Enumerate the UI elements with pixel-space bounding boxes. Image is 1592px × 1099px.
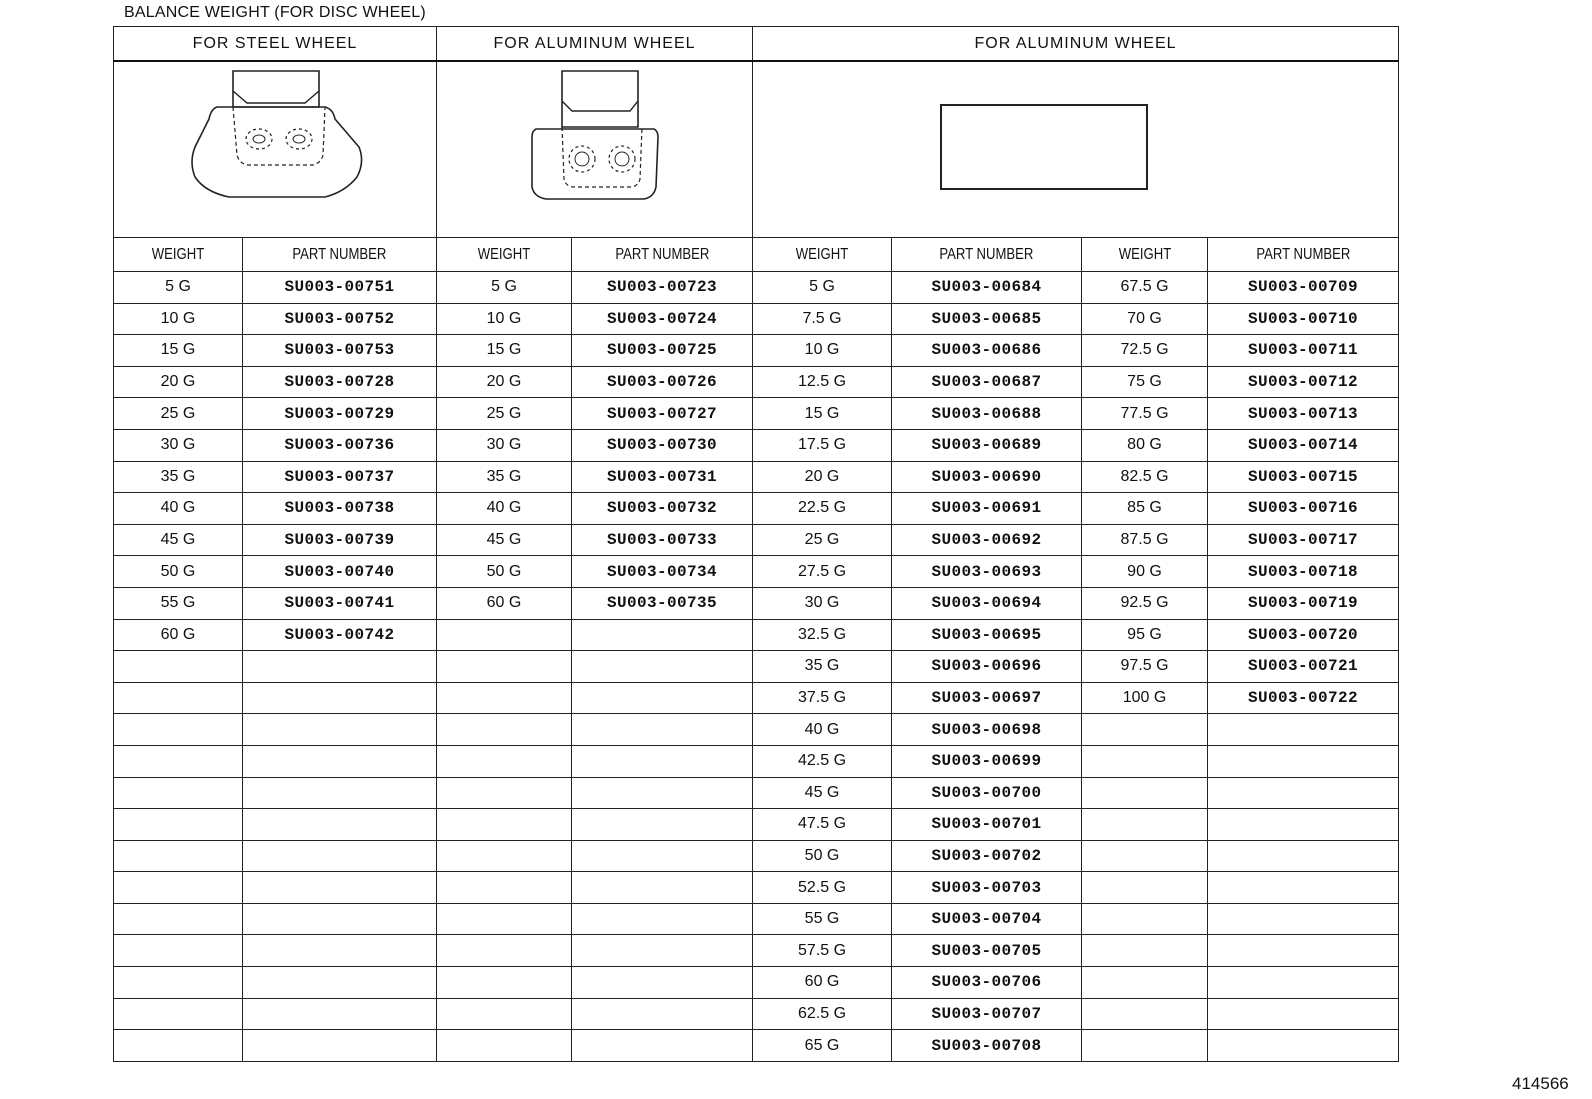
steel-weight-cell (114, 935, 243, 967)
adhesive-weight-cell: 15 G (753, 398, 892, 430)
aluminum-clip-part-number-cell: SU003-00730 (572, 429, 753, 461)
aluminum-clip-weight-cell (437, 714, 572, 746)
aluminum-clip-part-number-cell: SU003-00724 (572, 303, 753, 335)
adhesive-weight-illustration (753, 61, 1399, 238)
adhesive-weight-cell: 40 G (753, 714, 892, 746)
aluminum-clip-part-number-cell (572, 998, 753, 1030)
adhesive-part-number-cell: SU003-00693 (892, 556, 1082, 588)
aluminum-clip-weight-illustration (437, 61, 753, 238)
adhesive-weight-cell: 52.5 G (753, 872, 892, 904)
aluminum-clip-part-number-cell (572, 682, 753, 714)
col-header-weight: WEIGHT (114, 238, 243, 272)
steel-weight-cell (114, 998, 243, 1030)
adhesive-weight-cell (1082, 935, 1208, 967)
steel-part-number-cell (243, 682, 437, 714)
aluminum-clip-part-number-cell (572, 714, 753, 746)
steel-part-number-cell (243, 840, 437, 872)
steel-weight-cell (114, 840, 243, 872)
aluminum-clip-weight-cell (437, 745, 572, 777)
aluminum-clip-part-number-cell: SU003-00727 (572, 398, 753, 430)
adhesive-weight-cell: 50 G (753, 840, 892, 872)
column-header-row (114, 238, 1399, 272)
table-row (114, 998, 1399, 1030)
adhesive-weight-cell: 92.5 G (1082, 587, 1208, 619)
aluminum-clip-part-number-cell (572, 745, 753, 777)
steel-weight-illustration (114, 61, 437, 238)
aluminum-clip-weight-cell (437, 651, 572, 683)
adhesive-part-number-cell: SU003-00699 (892, 745, 1082, 777)
adhesive-weight-cell: 12.5 G (753, 366, 892, 398)
aluminum-clip-part-number-cell: SU003-00732 (572, 493, 753, 525)
adhesive-weight-cell (1082, 809, 1208, 841)
adhesive-part-number-cell: SU003-00701 (892, 809, 1082, 841)
table-row (114, 524, 1399, 556)
aluminum-clip-part-number-cell (572, 619, 753, 651)
steel-weight-cell: 5 G (114, 272, 243, 304)
adhesive-part-number-cell: SU003-00715 (1208, 461, 1399, 493)
adhesive-part-number-cell: SU003-00695 (892, 619, 1082, 651)
adhesive-part-number-cell: SU003-00710 (1208, 303, 1399, 335)
adhesive-part-number-cell: SU003-00703 (892, 872, 1082, 904)
steel-weight-cell: 30 G (114, 429, 243, 461)
adhesive-weight-cell: 85 G (1082, 493, 1208, 525)
adhesive-part-number-cell: SU003-00708 (892, 1030, 1082, 1062)
adhesive-part-number-cell: SU003-00690 (892, 461, 1082, 493)
adhesive-weight-cell: 70 G (1082, 303, 1208, 335)
aluminum-clip-weight-cell: 30 G (437, 429, 572, 461)
aluminum-clip-part-number-cell (572, 935, 753, 967)
aluminum-clip-weight-cell (437, 840, 572, 872)
adhesive-part-number-cell: SU003-00696 (892, 651, 1082, 683)
adhesive-weight-cell: 65 G (753, 1030, 892, 1062)
aluminum-clip-part-number-cell (572, 967, 753, 999)
aluminum-clip-part-number-cell: SU003-00731 (572, 461, 753, 493)
steel-part-number-cell: SU003-00738 (243, 493, 437, 525)
steel-part-number-cell: SU003-00739 (243, 524, 437, 556)
col-header-part-number: PART NUMBER (1208, 238, 1399, 272)
aluminum-clip-weight-cell: 35 G (437, 461, 572, 493)
clip-on-weight-aluminum-icon (520, 67, 670, 227)
adhesive-weight-cell (1082, 998, 1208, 1030)
reference-number: 414566 (1512, 1074, 1569, 1093)
steel-part-number-cell: SU003-00736 (243, 429, 437, 461)
document-title: BALANCE WEIGHT (FOR DISC WHEEL) (124, 4, 426, 21)
adhesive-weight-cell: 45 G (753, 777, 892, 809)
steel-part-number-cell: SU003-00740 (243, 556, 437, 588)
steel-weight-cell (114, 714, 243, 746)
adhesive-weight-cell: 67.5 G (1082, 272, 1208, 304)
adhesive-weight-cell: 10 G (753, 335, 892, 367)
adhesive-part-number-cell (1208, 714, 1399, 746)
aluminum-clip-weight-cell (437, 998, 572, 1030)
steel-part-number-cell: SU003-00753 (243, 335, 437, 367)
adhesive-part-number-cell: SU003-00702 (892, 840, 1082, 872)
aluminum-clip-weight-cell: 50 G (437, 556, 572, 588)
adhesive-part-number-cell (1208, 935, 1399, 967)
steel-part-number-cell: SU003-00728 (243, 366, 437, 398)
table-body (114, 272, 1399, 1062)
adhesive-part-number-cell: SU003-00686 (892, 335, 1082, 367)
adhesive-part-number-cell: SU003-00684 (892, 272, 1082, 304)
steel-part-number-cell: SU003-00741 (243, 587, 437, 619)
group-header-row (114, 27, 1399, 62)
adhesive-weight-cell: 42.5 G (753, 745, 892, 777)
aluminum-clip-weight-cell: 10 G (437, 303, 572, 335)
adhesive-part-number-cell: SU003-00698 (892, 714, 1082, 746)
aluminum-clip-part-number-cell (572, 777, 753, 809)
adhesive-part-number-cell: SU003-00719 (1208, 587, 1399, 619)
steel-part-number-cell (243, 714, 437, 746)
adhesive-weight-cell: 57.5 G (753, 935, 892, 967)
adhesive-weight-cell: 17.5 G (753, 429, 892, 461)
adhesive-part-number-cell: SU003-00685 (892, 303, 1082, 335)
adhesive-part-number-cell: SU003-00720 (1208, 619, 1399, 651)
steel-weight-cell: 50 G (114, 556, 243, 588)
adhesive-part-number-cell (1208, 1030, 1399, 1062)
table-row (114, 651, 1399, 683)
aluminum-clip-part-number-cell: SU003-00733 (572, 524, 753, 556)
aluminum-clip-weight-cell: 60 G (437, 587, 572, 619)
adhesive-part-number-cell (1208, 745, 1399, 777)
table-row (114, 872, 1399, 904)
steel-weight-cell (114, 651, 243, 683)
steel-part-number-cell (243, 935, 437, 967)
aluminum-clip-weight-cell (437, 967, 572, 999)
table-row (114, 840, 1399, 872)
adhesive-weight-cell: 25 G (753, 524, 892, 556)
steel-part-number-cell: SU003-00729 (243, 398, 437, 430)
aluminum-clip-weight-cell (437, 872, 572, 904)
steel-part-number-cell (243, 651, 437, 683)
adhesive-weight-cell: 27.5 G (753, 556, 892, 588)
table-row (114, 272, 1399, 304)
adhesive-part-number-cell: SU003-00713 (1208, 398, 1399, 430)
aluminum-clip-part-number-cell (572, 903, 753, 935)
table-row (114, 587, 1399, 619)
adhesive-part-number-cell: SU003-00689 (892, 429, 1082, 461)
adhesive-weight-cell: 87.5 G (1082, 524, 1208, 556)
adhesive-weight-cell (1082, 777, 1208, 809)
adhesive-weight-cell: 7.5 G (753, 303, 892, 335)
adhesive-weight-cell: 100 G (1082, 682, 1208, 714)
aluminum-clip-weight-cell (437, 777, 572, 809)
aluminum-clip-weight-cell (437, 619, 572, 651)
adhesive-weight-cell (1082, 745, 1208, 777)
aluminum-clip-weight-cell (437, 682, 572, 714)
adhesive-part-number-cell (1208, 840, 1399, 872)
table-row (114, 493, 1399, 525)
adhesive-part-number-cell: SU003-00718 (1208, 556, 1399, 588)
table-row (114, 335, 1399, 367)
aluminum-clip-weight-cell: 15 G (437, 335, 572, 367)
steel-part-number-cell (243, 809, 437, 841)
steel-part-number-cell (243, 1030, 437, 1062)
aluminum-clip-part-number-cell (572, 1030, 753, 1062)
adhesive-weight-cell (1082, 967, 1208, 999)
adhesive-part-number-cell (1208, 777, 1399, 809)
adhesive-part-number-cell (1208, 903, 1399, 935)
adhesive-part-number-cell (1208, 809, 1399, 841)
adhesive-part-number-cell: SU003-00692 (892, 524, 1082, 556)
steel-weight-cell: 15 G (114, 335, 243, 367)
table-row (114, 777, 1399, 809)
table-row (114, 429, 1399, 461)
aluminum-clip-part-number-cell: SU003-00723 (572, 272, 753, 304)
steel-part-number-cell (243, 872, 437, 904)
adhesive-part-number-cell: SU003-00721 (1208, 651, 1399, 683)
col-header-part-number: PART NUMBER (243, 238, 437, 272)
steel-weight-cell (114, 745, 243, 777)
aluminum-clip-weight-cell: 5 G (437, 272, 572, 304)
aluminum-clip-part-number-cell (572, 872, 753, 904)
adhesive-weight-cell: 30 G (753, 587, 892, 619)
balance-weight-table (113, 26, 1399, 1062)
adhesive-weight-cell: 55 G (753, 903, 892, 935)
aluminum-clip-part-number-cell (572, 809, 753, 841)
adhesive-part-number-cell: SU003-00706 (892, 967, 1082, 999)
aluminum-clip-part-number-cell: SU003-00726 (572, 366, 753, 398)
adhesive-weight-cell: 62.5 G (753, 998, 892, 1030)
adhesive-part-number-cell: SU003-00714 (1208, 429, 1399, 461)
adhesive-part-number-cell: SU003-00717 (1208, 524, 1399, 556)
table-row (114, 967, 1399, 999)
aluminum-clip-weight-cell (437, 809, 572, 841)
adhesive-weight-cell (1082, 840, 1208, 872)
group-steel-wheel: FOR STEEL WHEEL (114, 27, 437, 62)
table-row (114, 366, 1399, 398)
table-row (114, 303, 1399, 335)
adhesive-weight-cell: 22.5 G (753, 493, 892, 525)
adhesive-weight-icon (935, 97, 1155, 197)
adhesive-part-number-cell: SU003-00707 (892, 998, 1082, 1030)
steel-weight-cell (114, 682, 243, 714)
adhesive-part-number-cell: SU003-00688 (892, 398, 1082, 430)
aluminum-clip-part-number-cell (572, 840, 753, 872)
col-header-part-number: PART NUMBER (892, 238, 1082, 272)
steel-part-number-cell: SU003-00751 (243, 272, 437, 304)
col-header-weight: WEIGHT (753, 238, 892, 272)
steel-weight-cell: 40 G (114, 493, 243, 525)
aluminum-clip-weight-cell: 45 G (437, 524, 572, 556)
adhesive-weight-cell: 60 G (753, 967, 892, 999)
col-header-weight: WEIGHT (1082, 238, 1208, 272)
adhesive-weight-cell: 35 G (753, 651, 892, 683)
steel-part-number-cell (243, 745, 437, 777)
table-row (114, 398, 1399, 430)
steel-part-number-cell (243, 777, 437, 809)
aluminum-clip-part-number-cell: SU003-00725 (572, 335, 753, 367)
adhesive-part-number-cell: SU003-00716 (1208, 493, 1399, 525)
illustration-row (114, 61, 1399, 238)
adhesive-part-number-cell (1208, 998, 1399, 1030)
steel-weight-cell (114, 967, 243, 999)
adhesive-weight-cell (1082, 714, 1208, 746)
steel-weight-cell: 25 G (114, 398, 243, 430)
adhesive-weight-cell: 32.5 G (753, 619, 892, 651)
adhesive-part-number-cell: SU003-00700 (892, 777, 1082, 809)
adhesive-weight-cell: 80 G (1082, 429, 1208, 461)
steel-part-number-cell: SU003-00752 (243, 303, 437, 335)
table-row (114, 809, 1399, 841)
steel-weight-cell: 35 G (114, 461, 243, 493)
adhesive-weight-cell (1082, 1030, 1208, 1062)
steel-weight-cell: 60 G (114, 619, 243, 651)
steel-weight-cell (114, 777, 243, 809)
adhesive-weight-cell: 20 G (753, 461, 892, 493)
adhesive-weight-cell (1082, 903, 1208, 935)
clip-on-weight-steel-icon (175, 67, 375, 227)
table-row (114, 745, 1399, 777)
adhesive-weight-cell: 72.5 G (1082, 335, 1208, 367)
steel-part-number-cell: SU003-00742 (243, 619, 437, 651)
aluminum-clip-weight-cell (437, 903, 572, 935)
aluminum-clip-weight-cell (437, 1030, 572, 1062)
col-header-part-number: PART NUMBER (572, 238, 753, 272)
steel-part-number-cell (243, 998, 437, 1030)
adhesive-part-number-cell: SU003-00705 (892, 935, 1082, 967)
steel-weight-cell: 20 G (114, 366, 243, 398)
aluminum-clip-part-number-cell (572, 651, 753, 683)
table-row (114, 903, 1399, 935)
adhesive-weight-cell (1082, 872, 1208, 904)
steel-weight-cell: 45 G (114, 524, 243, 556)
adhesive-weight-cell: 90 G (1082, 556, 1208, 588)
steel-part-number-cell (243, 903, 437, 935)
adhesive-weight-cell: 75 G (1082, 366, 1208, 398)
adhesive-part-number-cell: SU003-00687 (892, 366, 1082, 398)
aluminum-clip-weight-cell: 20 G (437, 366, 572, 398)
adhesive-weight-cell: 97.5 G (1082, 651, 1208, 683)
table-row (114, 556, 1399, 588)
aluminum-clip-weight-cell: 25 G (437, 398, 572, 430)
col-header-weight: WEIGHT (437, 238, 572, 272)
steel-weight-cell (114, 1030, 243, 1062)
adhesive-part-number-cell: SU003-00691 (892, 493, 1082, 525)
group-aluminum-wheel-clip: FOR ALUMINUM WHEEL (437, 27, 753, 62)
aluminum-clip-part-number-cell: SU003-00735 (572, 587, 753, 619)
table-row (114, 461, 1399, 493)
group-aluminum-wheel-adhesive: FOR ALUMINUM WHEEL (753, 27, 1399, 62)
adhesive-weight-cell: 37.5 G (753, 682, 892, 714)
adhesive-part-number-cell: SU003-00694 (892, 587, 1082, 619)
adhesive-part-number-cell: SU003-00709 (1208, 272, 1399, 304)
steel-part-number-cell (243, 967, 437, 999)
adhesive-part-number-cell: SU003-00712 (1208, 366, 1399, 398)
steel-weight-cell (114, 903, 243, 935)
steel-weight-cell (114, 872, 243, 904)
steel-weight-cell: 10 G (114, 303, 243, 335)
steel-weight-cell: 55 G (114, 587, 243, 619)
table-row (114, 1030, 1399, 1062)
steel-weight-cell (114, 809, 243, 841)
adhesive-weight-cell: 82.5 G (1082, 461, 1208, 493)
adhesive-part-number-cell: SU003-00697 (892, 682, 1082, 714)
steel-part-number-cell: SU003-00737 (243, 461, 437, 493)
adhesive-part-number-cell (1208, 967, 1399, 999)
table-row (114, 714, 1399, 746)
adhesive-part-number-cell: SU003-00711 (1208, 335, 1399, 367)
table-row (114, 682, 1399, 714)
table-row (114, 935, 1399, 967)
adhesive-part-number-cell: SU003-00722 (1208, 682, 1399, 714)
adhesive-weight-cell: 47.5 G (753, 809, 892, 841)
adhesive-part-number-cell: SU003-00704 (892, 903, 1082, 935)
aluminum-clip-weight-cell: 40 G (437, 493, 572, 525)
adhesive-weight-cell: 95 G (1082, 619, 1208, 651)
adhesive-weight-cell: 5 G (753, 272, 892, 304)
table-row (114, 619, 1399, 651)
aluminum-clip-weight-cell (437, 935, 572, 967)
adhesive-weight-cell: 77.5 G (1082, 398, 1208, 430)
aluminum-clip-part-number-cell: SU003-00734 (572, 556, 753, 588)
adhesive-part-number-cell (1208, 872, 1399, 904)
